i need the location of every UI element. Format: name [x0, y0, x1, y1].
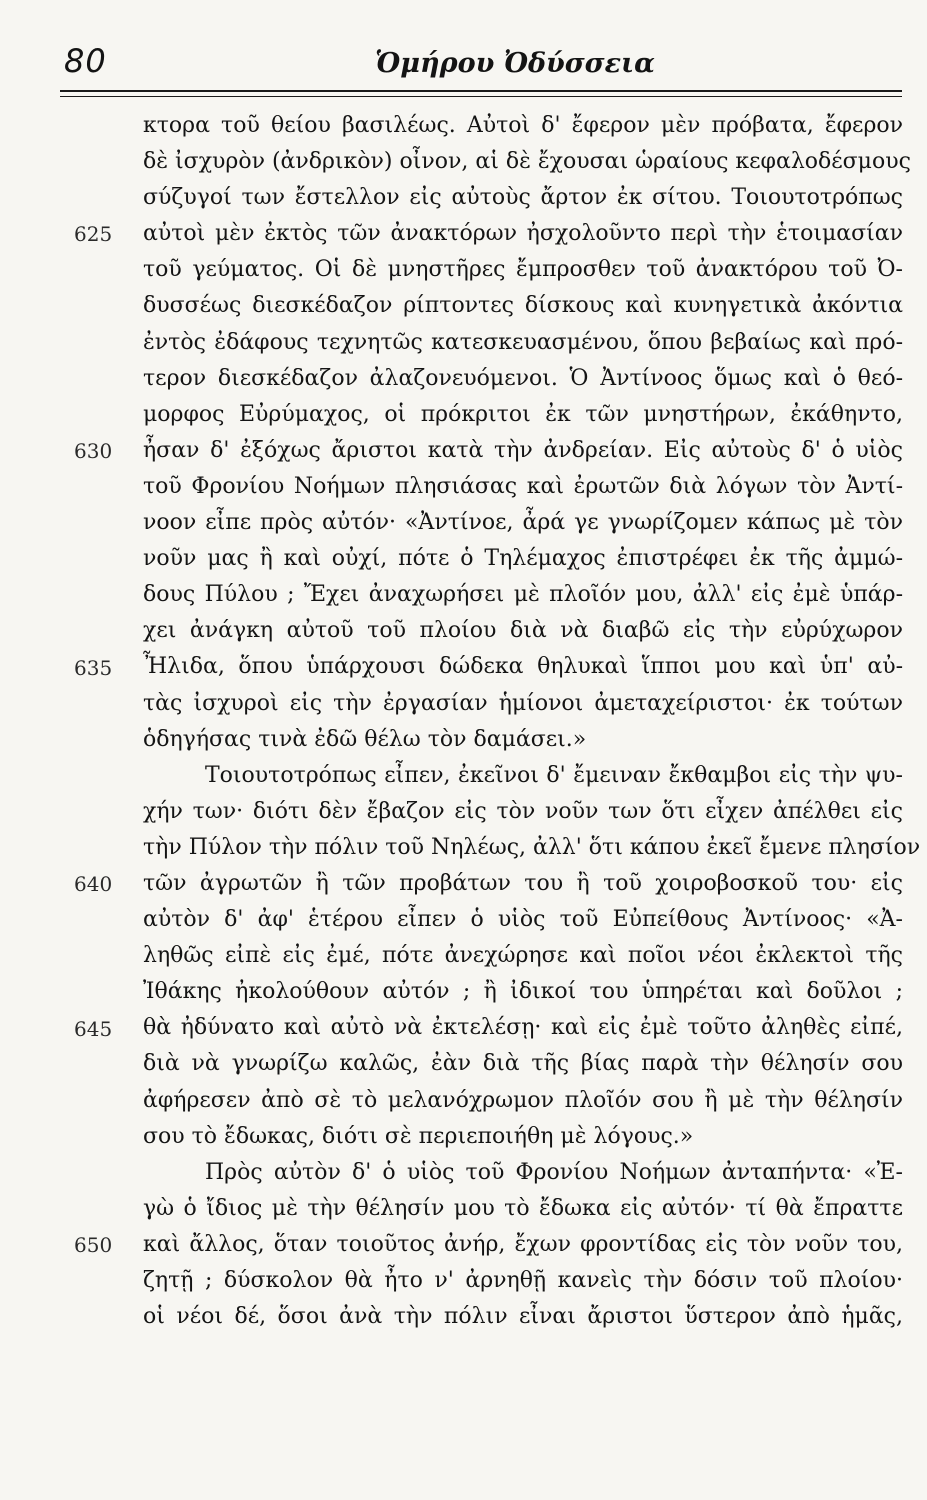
text-line: Ἰθάκης ἠκολούθουν αὐτόν ; ἢ ἰδικοί του ὑπηρέται καὶ δοῦλοι ; [143, 979, 903, 1005]
text-line: μορφος Εὐρύμαχος, οἱ πρόκριτοι ἐκ τῶν μνηστήρων, ἐκάθηντο, [143, 401, 903, 427]
header-rule [60, 90, 902, 92]
text-line: δους Πύλου ; Ἔχει ἀναχωρήσει μὲ πλοῖόν μου, ἀλλ' εἰς ἐμὲ ὑπάρ- [143, 582, 903, 608]
text-line: Πρὸς αὐτὸν δ' ὁ υἱὸς τοῦ Φρονίου Νοήμων ἀνταπήντα· «Ἐ- [205, 1159, 903, 1185]
margin-line-number: 635 [74, 655, 113, 680]
text-line: Τοιουτοτρόπως εἶπεν, ἐκεῖνοι δ' ἔμειναν ἔκθαμβοι εἰς τὴν ψυ- [205, 762, 903, 788]
body-text [143, 108, 921, 1335]
page-number: 80 [64, 42, 107, 80]
text-line: θὰ ἠδύνατο καὶ αὐτὸ νὰ ἐκτελέσῃ· καὶ εἰς ἐμὲ τοῦτο ἀληθὲς εἰπέ, [143, 1015, 903, 1041]
margin-line-number: 645 [74, 1016, 113, 1041]
text-line: ἀφήρεσεν ἀπὸ σὲ τὸ μελανόχρωμον πλοῖόν σου ἢ μὲ τὴν θέλησίν [143, 1087, 903, 1113]
text-line: τοῦ Φρονίου Νοήμων πλησιάσας καὶ ἐρωτῶν διὰ λόγων τὸν Ἀντί- [143, 473, 903, 499]
text-line: δὲ ἰσχυρὸν (ἀνδρικὸν) οἶνον, αἱ δὲ ἔχουσαι ὡραίους κεφαλοδέσμους [143, 149, 911, 175]
text-line: διὰ νὰ γνωρίζω καλῶς, ἐὰν διὰ τῆς βίας παρὰ τὴν θέλησίν σου [143, 1051, 903, 1077]
running-title: Ὁμήρου Ὀδύσσεια [375, 48, 655, 79]
text-line: αὐτὸν δ' ἀφ' ἑτέρου εἶπεν ὁ υἱὸς τοῦ Εὐπείθους Ἀντίνοος· «Ἀ- [143, 907, 903, 933]
text-line: τὰς ἰσχυροὶ εἰς τὴν ἐργασίαν ἡμίονοι ἀμεταχείριστοι· ἐκ τούτων [143, 690, 903, 716]
text-line: τῶν ἀγρωτῶν ἢ τῶν προβάτων του ἢ τοῦ χοιροβοσκοῦ του· εἰς [143, 870, 903, 896]
text-line: ἦσαν δ' ἐξόχως ἄριστοι κατὰ τὴν ἀνδρείαν. Εἰς αὐτοὺς δ' ὁ υἱὸς [143, 437, 903, 463]
text-line: κτορα τοῦ θείου βασιλέως. Αὐτοὶ δ' ἔφερον μὲν πρόβατα, ἔφερον [143, 113, 903, 138]
header-rule-thin [60, 96, 902, 97]
text-line: χήν των· διότι δὲν ἔβαζον εἰς τὸν νοῦν των ὅτι εἶχεν ἀπέλθει εἰς [143, 798, 903, 824]
text-line: νοῦν μας ἢ καὶ οὐχί, πότε ὁ Τηλέμαχος ἐπιστρέφει ἐκ τῆς ἀμμώ- [143, 546, 903, 572]
text-line: τοῦ γεύματος. Οἱ δὲ μνηστῆρες ἔμπροσθεν τοῦ ἀνακτόρου τοῦ Ὀ- [143, 257, 903, 283]
text-line: Ἦλιδα, ὅπου ὑπάρχουσι δώδεκα θηλυκαὶ ἵπποι μου καὶ ὑπ' αὐ- [143, 654, 903, 680]
text-line: αὐτοὶ μὲν ἐκτὸς τῶν ἀνακτόρων ἠσχολοῦντο περὶ τὴν ἑτοιμασίαν [143, 221, 903, 247]
running-header [60, 42, 902, 92]
text-line: ζητῇ ; δύσκολον θὰ ἦτο ν' ἀρνηθῇ κανεὶς τὴν δόσιν τοῦ πλοίου· [143, 1268, 903, 1293]
text-line: σου τὸ ἔδωκας, διότι σὲ περιεποιήθη μὲ λόγους.» [143, 1123, 694, 1149]
margin-line-number: 640 [74, 872, 113, 897]
text-line: ὁδηγήσας τινὰ ἐδῶ θέλω τὸν δαμάσει.» [143, 726, 587, 752]
margin-line-number: 650 [74, 1233, 113, 1258]
text-line: χει ἀνάγκη αὐτοῦ τοῦ πλοίου διὰ νὰ διαβῶ εἰς τὴν εὐρύχωρον [143, 618, 903, 644]
margin-line-number: 630 [74, 438, 113, 463]
text-line: νοον εἶπε πρὸς αὐτόν· «Ἀντίνοε, ἆρά γε γνωρίζομεν κάπως μὲ τὸν [143, 510, 903, 536]
text-line: ληθῶς εἰπὲ εἰς ἐμέ, πότε ἀνεχώρησε καὶ ποῖοι νέοι ἐκλεκτοὶ τῆς [143, 943, 903, 969]
text-line: σύζυγοί των ἔστελλον εἰς αὐτοὺς ἄρτον ἐκ σίτου. Τοιουτοτρόπως [143, 185, 903, 211]
text-line: τερον διεσκέδαζον ἀλαζονευόμενοι. Ὁ Ἀντίνοος ὅμως καὶ ὁ θεό- [143, 365, 903, 391]
margin-line-number: 625 [74, 222, 113, 247]
text-line: τὴν Πύλον τὴν πόλιν τοῦ Νηλέως, ἀλλ' ὅτι κάπου ἐκεῖ ἔμενε πλησίον [143, 834, 921, 860]
text-line: γὼ ὁ ἴδιος μὲ τὴν θέλησίν μου τὸ ἔδωκα εἰς αὐτόν· τί θὰ ἔπραττε [143, 1195, 903, 1221]
text-line: οἱ νέοι δέ, ὅσοι ἀνὰ τὴν πόλιν εἶναι ἄριστοι ὕστερον ἀπὸ ἡμᾶς, [143, 1304, 903, 1330]
text-line: δυσσέως διεσκέδαζον ρίπτοντες δίσκους καὶ κυνηγετικὰ ἀκόντια [143, 293, 903, 319]
text-line: καὶ ἄλλος, ὅταν τοιοῦτος ἀνήρ, ἔχων φροντίδας εἰς τὸν νοῦν του, [143, 1231, 903, 1257]
text-line: ἐντὸς ἐδάφους τεχνητῶς κατεσκευασμένου, ὅπου βεβαίως καὶ πρό- [143, 329, 903, 355]
